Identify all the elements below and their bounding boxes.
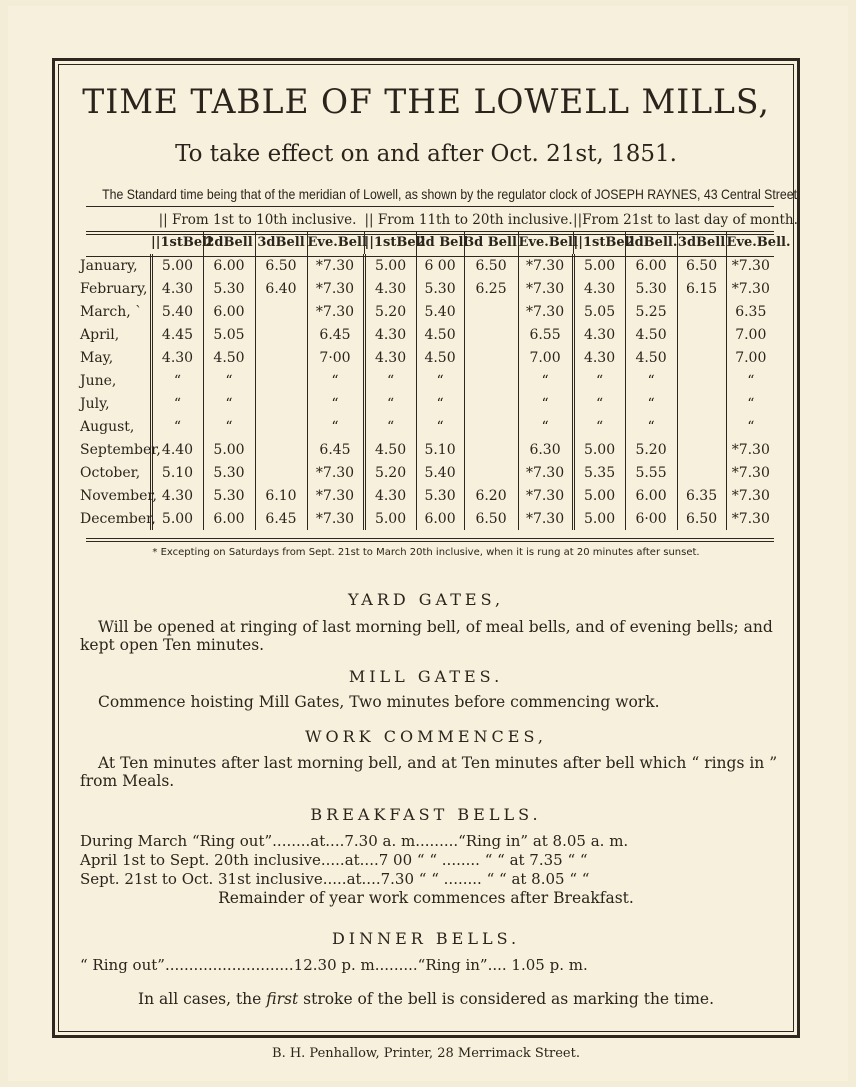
time-cell: *7.30 bbox=[518, 484, 573, 507]
time-cell bbox=[677, 369, 726, 392]
time-cell: 7.00 bbox=[726, 323, 775, 346]
emphasis: first bbox=[266, 990, 299, 1008]
time-cell: 4.50 bbox=[203, 346, 255, 369]
time-cell bbox=[255, 415, 307, 438]
time-cell: “ bbox=[307, 415, 364, 438]
table-row bbox=[78, 392, 775, 415]
footnote: * Excepting on Saturdays from Sept. 21st to March 20th inclusive, when it is rung at 20 minutes after sunset. bbox=[152, 547, 700, 558]
breakfast-row: Sept. 21st to Oct. 31st inclusive.....at....7.30 “ “ ........ “ “ at 8.05 “ “ bbox=[80, 870, 590, 888]
time-cell: 6.00 bbox=[203, 300, 255, 323]
time-cell: “ bbox=[625, 392, 677, 415]
time-cell: 4.30 bbox=[364, 484, 416, 507]
yard-gates-text: Will be opened at ringing of last morning bell, of meal bells, and of evening bells; and bbox=[98, 618, 773, 636]
table-row bbox=[78, 346, 775, 369]
time-cell bbox=[255, 461, 307, 484]
time-cell: “ bbox=[364, 369, 416, 392]
time-cell: *7.30 bbox=[518, 254, 573, 277]
range-header: || From 1st to 10th inclusive. bbox=[158, 211, 357, 228]
month-label: October, bbox=[80, 464, 141, 481]
time-cell: *7.30 bbox=[726, 254, 775, 277]
time-cell: 6.25 bbox=[464, 277, 518, 300]
time-cell: “ bbox=[416, 392, 464, 415]
time-cell: 6.00 bbox=[203, 507, 255, 530]
range-header: || From 11th to 20th inclusive. bbox=[364, 211, 573, 228]
column-header: 3dBell bbox=[677, 231, 726, 254]
time-cell: 5.30 bbox=[203, 484, 255, 507]
column-header: ||1stBell bbox=[573, 231, 625, 254]
mill-gates-heading: MILL GATES. bbox=[348, 667, 504, 686]
time-cell: *7.30 bbox=[726, 277, 775, 300]
time-cell: 6.50 bbox=[464, 254, 518, 277]
column-header: Eve.Bell bbox=[307, 231, 364, 254]
time-cell: “ bbox=[203, 392, 255, 415]
rule bbox=[86, 541, 774, 542]
time-cell: 5.00 bbox=[364, 254, 416, 277]
month-label: November, bbox=[80, 487, 157, 504]
time-cell: 5.25 bbox=[625, 300, 677, 323]
yard-gates-text: kept open Ten minutes. bbox=[80, 636, 265, 654]
time-cell: “ bbox=[518, 369, 573, 392]
time-cell: 5.20 bbox=[625, 438, 677, 461]
month-label: June, bbox=[80, 372, 117, 389]
yard-gates-heading: YARD GATES, bbox=[347, 590, 505, 609]
time-cell: “ bbox=[625, 369, 677, 392]
time-cell: 4.30 bbox=[573, 277, 625, 300]
time-cell: 5.40 bbox=[416, 300, 464, 323]
time-cell bbox=[677, 346, 726, 369]
time-cell: “ bbox=[726, 392, 775, 415]
time-cell: *7.30 bbox=[307, 277, 364, 300]
time-cell: 5.20 bbox=[364, 300, 416, 323]
time-cell: 6.45 bbox=[255, 507, 307, 530]
breakfast-bells-heading: BREAKFAST BELLS. bbox=[310, 805, 542, 824]
time-cell: “ bbox=[307, 392, 364, 415]
time-cell: “ bbox=[203, 369, 255, 392]
time-cell: 6.30 bbox=[518, 438, 573, 461]
time-cell: “ bbox=[518, 415, 573, 438]
standard-time-note: The Standard time being that of the meridian of Lowell, as shown by the regulator clock of JOSEPH RAYNES, 43 Central Street. bbox=[102, 186, 801, 202]
time-cell: 6.00 bbox=[625, 484, 677, 507]
time-cell bbox=[464, 346, 518, 369]
time-cell: 6.15 bbox=[677, 277, 726, 300]
time-cell bbox=[464, 369, 518, 392]
rule bbox=[86, 206, 774, 207]
time-cell: 4.40 bbox=[151, 438, 203, 461]
time-cell: *7.30 bbox=[518, 461, 573, 484]
time-cell: “ bbox=[726, 415, 775, 438]
table-row bbox=[78, 369, 775, 392]
time-cell: “ bbox=[151, 415, 203, 438]
time-cell bbox=[464, 438, 518, 461]
time-cell: 7.00 bbox=[726, 346, 775, 369]
time-cell: 4.45 bbox=[151, 323, 203, 346]
time-cell: 7·00 bbox=[307, 346, 364, 369]
time-cell bbox=[677, 300, 726, 323]
time-cell: 6 00 bbox=[416, 254, 464, 277]
table-row bbox=[78, 507, 775, 530]
time-cell: 4.30 bbox=[364, 346, 416, 369]
time-cell: *7.30 bbox=[307, 484, 364, 507]
timetable-body bbox=[78, 254, 775, 530]
time-cell: “ bbox=[625, 415, 677, 438]
time-cell: “ bbox=[364, 392, 416, 415]
time-cell: 5.30 bbox=[203, 277, 255, 300]
work-commences-text: from Meals. bbox=[80, 772, 175, 790]
table-row bbox=[78, 277, 775, 300]
column-header: 2dBell. bbox=[625, 231, 677, 254]
time-cell: 6.55 bbox=[518, 323, 573, 346]
bell-header-row bbox=[78, 231, 775, 254]
time-cell: 5.20 bbox=[364, 461, 416, 484]
time-cell: *7.30 bbox=[726, 507, 775, 530]
time-cell bbox=[255, 323, 307, 346]
time-cell: “ bbox=[416, 369, 464, 392]
time-cell: 5.40 bbox=[416, 461, 464, 484]
time-cell: “ bbox=[416, 415, 464, 438]
time-cell: 5.30 bbox=[416, 277, 464, 300]
time-cell bbox=[464, 415, 518, 438]
time-cell bbox=[255, 392, 307, 415]
time-cell: 6.35 bbox=[677, 484, 726, 507]
time-cell: “ bbox=[151, 392, 203, 415]
time-cell: “ bbox=[573, 415, 625, 438]
column-header: ||1stBell bbox=[364, 231, 416, 254]
time-cell: 6.45 bbox=[307, 323, 364, 346]
breakfast-row: During March “Ring out”........at....7.30 a. m.........“Ring in” at 8.05 a. m. bbox=[80, 832, 629, 850]
time-cell: *7.30 bbox=[518, 277, 573, 300]
month-label: July, bbox=[80, 395, 110, 412]
time-cell: 5.00 bbox=[573, 254, 625, 277]
time-cell: 5.00 bbox=[573, 484, 625, 507]
time-cell: 4.30 bbox=[151, 346, 203, 369]
time-cell: 6.40 bbox=[255, 277, 307, 300]
work-commences-heading: WORK COMMENCES, bbox=[305, 727, 547, 746]
time-cell: *7.30 bbox=[726, 461, 775, 484]
column-header: Eve.Bell bbox=[518, 231, 573, 254]
time-cell: 6.50 bbox=[255, 254, 307, 277]
time-cell: 5.00 bbox=[573, 438, 625, 461]
page-title: TIME TABLE OF THE LOWELL MILLS, bbox=[82, 82, 770, 122]
time-cell: *7.30 bbox=[518, 300, 573, 323]
time-cell: 5.05 bbox=[203, 323, 255, 346]
time-cell: 5.00 bbox=[573, 507, 625, 530]
month-label: May, bbox=[80, 349, 114, 366]
time-cell: 5.10 bbox=[151, 461, 203, 484]
time-cell bbox=[677, 415, 726, 438]
month-label: March, ` bbox=[80, 303, 143, 320]
time-cell: 5.30 bbox=[416, 484, 464, 507]
time-cell: 6·00 bbox=[625, 507, 677, 530]
table-row bbox=[78, 438, 775, 461]
mill-gates-text: Commence hoisting Mill Gates, Two minutes before commencing work. bbox=[98, 693, 660, 711]
time-cell: 6.50 bbox=[677, 254, 726, 277]
time-cell: 4.30 bbox=[573, 346, 625, 369]
month-label: August, bbox=[80, 418, 135, 435]
table-row bbox=[78, 461, 775, 484]
time-cell: 5.00 bbox=[203, 438, 255, 461]
column-header: Eve.Bell. bbox=[726, 231, 775, 254]
time-cell: “ bbox=[307, 369, 364, 392]
time-cell: *7.30 bbox=[307, 254, 364, 277]
column-header: ||1stBell bbox=[151, 235, 212, 250]
time-cell: 5.00 bbox=[151, 507, 203, 530]
time-cell bbox=[677, 323, 726, 346]
time-cell bbox=[464, 392, 518, 415]
time-cell: 5.40 bbox=[151, 300, 203, 323]
column-header: 2d Bell bbox=[416, 231, 464, 254]
time-cell: “ bbox=[518, 392, 573, 415]
time-cell bbox=[677, 461, 726, 484]
time-cell: 5.35 bbox=[573, 461, 625, 484]
time-cell: 6.00 bbox=[625, 254, 677, 277]
time-cell: 4.30 bbox=[364, 323, 416, 346]
range-header: ||From 21st to last day of month. bbox=[573, 211, 798, 228]
time-cell: “ bbox=[573, 369, 625, 392]
time-cell bbox=[677, 438, 726, 461]
time-cell: 6.20 bbox=[464, 484, 518, 507]
time-cell: 4.50 bbox=[625, 346, 677, 369]
time-cell: 5.30 bbox=[203, 461, 255, 484]
work-commences-text: At Ten minutes after last morning bell, and at Ten minutes after bell which “ rings in ” bbox=[98, 754, 778, 772]
time-cell: “ bbox=[726, 369, 775, 392]
table-row bbox=[78, 254, 775, 277]
dinner-bells-heading: DINNER BELLS. bbox=[331, 929, 521, 948]
time-cell: 6.50 bbox=[677, 507, 726, 530]
time-cell: 5.00 bbox=[151, 254, 203, 277]
time-cell: 4.50 bbox=[625, 323, 677, 346]
time-cell: *7.30 bbox=[307, 461, 364, 484]
time-cell: *7.30 bbox=[726, 484, 775, 507]
time-cell: 6.00 bbox=[416, 507, 464, 530]
column-header: 3d Bell bbox=[464, 231, 518, 254]
time-cell bbox=[464, 323, 518, 346]
rule bbox=[86, 538, 774, 539]
column-header: 3dBell bbox=[255, 231, 307, 254]
time-cell: 6.10 bbox=[255, 484, 307, 507]
time-cell bbox=[677, 392, 726, 415]
time-cell: 4.30 bbox=[151, 277, 203, 300]
time-cell: 4.30 bbox=[573, 323, 625, 346]
time-cell: 7.00 bbox=[518, 346, 573, 369]
dinner-row: “ Ring out”...........................12.30 p. m.........“Ring in”.... 1.05 p. m. bbox=[80, 956, 588, 974]
time-cell: 4.50 bbox=[416, 346, 464, 369]
time-cell: 4.30 bbox=[364, 277, 416, 300]
time-cell: 4.50 bbox=[364, 438, 416, 461]
time-cell: *7.30 bbox=[518, 507, 573, 530]
time-cell: *7.30 bbox=[726, 438, 775, 461]
table-row bbox=[78, 300, 775, 323]
time-cell bbox=[255, 438, 307, 461]
all-cases-note: In all cases, the first stroke of the bell is considered as marking the time. bbox=[137, 990, 715, 1008]
month-label: September, bbox=[80, 441, 161, 458]
time-cell: “ bbox=[151, 369, 203, 392]
time-cell: 6.00 bbox=[203, 254, 255, 277]
time-cell bbox=[464, 300, 518, 323]
timetable bbox=[78, 208, 798, 530]
time-cell bbox=[255, 346, 307, 369]
time-cell bbox=[255, 300, 307, 323]
time-cell: “ bbox=[364, 415, 416, 438]
time-cell bbox=[464, 461, 518, 484]
breakfast-note: Remainder of year work commences after Breakfast. bbox=[218, 889, 634, 907]
time-cell: 6.45 bbox=[307, 438, 364, 461]
table-row bbox=[78, 484, 775, 507]
time-cell: 5.10 bbox=[416, 438, 464, 461]
time-cell: 5.55 bbox=[625, 461, 677, 484]
range-header-row bbox=[78, 208, 775, 231]
time-cell: “ bbox=[203, 415, 255, 438]
month-label: April, bbox=[80, 326, 120, 343]
time-cell: 5.05 bbox=[573, 300, 625, 323]
time-cell: *7.30 bbox=[307, 300, 364, 323]
printer-credit: B. H. Penhallow, Printer, 28 Merrimack Street. bbox=[272, 1046, 580, 1061]
table-row bbox=[78, 323, 775, 346]
time-cell bbox=[255, 369, 307, 392]
time-cell: 5.30 bbox=[625, 277, 677, 300]
time-cell: “ bbox=[573, 392, 625, 415]
column-header: 2dBell bbox=[203, 231, 255, 254]
month-label: December, bbox=[80, 510, 156, 527]
subtitle: To take effect on and after Oct. 21st, 1851. bbox=[175, 141, 677, 167]
time-cell: 6.50 bbox=[464, 507, 518, 530]
table-row bbox=[78, 415, 775, 438]
time-cell: 4.30 bbox=[151, 484, 203, 507]
time-cell: 5.00 bbox=[364, 507, 416, 530]
month-label: January, bbox=[80, 257, 138, 274]
time-cell: 4.50 bbox=[416, 323, 464, 346]
time-cell: *7.30 bbox=[307, 507, 364, 530]
month-label: February, bbox=[80, 280, 148, 297]
breakfast-row: April 1st to Sept. 20th inclusive.....at....7 00 “ “ ........ “ “ at 7.35 “ “ bbox=[80, 851, 588, 869]
time-cell: 6.35 bbox=[726, 300, 775, 323]
